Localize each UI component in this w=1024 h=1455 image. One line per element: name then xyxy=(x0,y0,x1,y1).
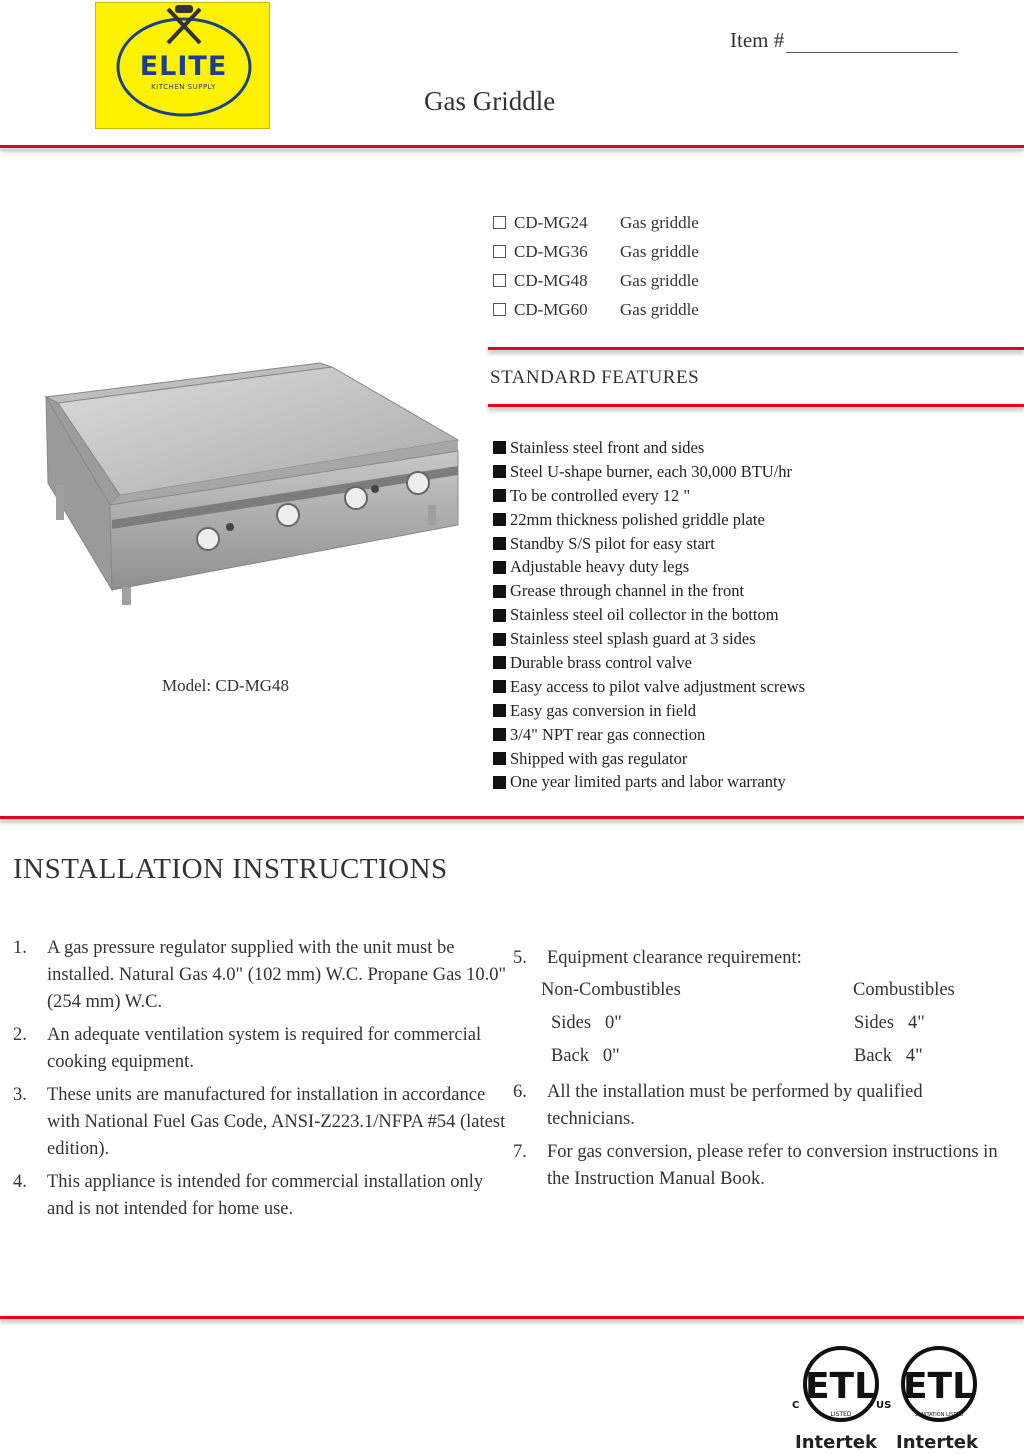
features-top-divider xyxy=(488,347,1024,350)
model-code: CD-MG48 xyxy=(514,270,588,290)
feature-text: Shipped with gas regulator xyxy=(510,748,688,768)
feature-list xyxy=(493,436,805,794)
step-text: A gas pressure regulator supplied with the unit must be installed. Natural Gas 4.0" (102 mm) W.C. Propane Gas 10.0" (254 mm) W.C. xyxy=(47,938,507,1012)
bullet-square-icon xyxy=(493,656,506,669)
step-number: 5. xyxy=(513,948,527,968)
bullet-square-icon xyxy=(493,585,506,598)
list-item xyxy=(493,579,805,603)
item-number-field xyxy=(730,28,958,53)
griddle-product-image xyxy=(40,355,465,615)
bullet-square-icon xyxy=(493,513,506,526)
installation-steps-right xyxy=(513,945,1013,1199)
checkbox-icon[interactable] xyxy=(493,245,506,258)
item-number-blank xyxy=(786,35,958,53)
list-item xyxy=(493,723,805,747)
c-sides-value: Sides 4" xyxy=(854,1013,925,1033)
etl-right-text: US xyxy=(876,1400,892,1411)
etl-sub-text: SANITATION LISTED xyxy=(914,1412,964,1418)
clearance-sides-row xyxy=(513,1007,1013,1040)
bullet-square-icon xyxy=(493,561,506,574)
list-item xyxy=(493,603,805,627)
page-title: Gas Griddle xyxy=(424,86,556,116)
feature-text: One year limited parts and labor warranty xyxy=(510,772,786,792)
etl-sub-text: LISTED xyxy=(830,1411,852,1418)
list-item xyxy=(493,508,805,532)
list-item xyxy=(493,699,805,723)
feature-text: Stainless steel splash guard at 3 sides xyxy=(510,629,756,649)
feature-text: 3/4" NPT rear gas connection xyxy=(510,724,706,744)
brand-subtitle: KITCHEN SUPPLY xyxy=(151,83,216,91)
list-item xyxy=(493,484,805,508)
bullet-square-icon xyxy=(493,465,506,478)
brand-logo xyxy=(95,2,270,129)
model-option[interactable] xyxy=(493,237,699,266)
bullet-square-icon xyxy=(493,633,506,646)
list-item xyxy=(13,935,508,1016)
bullet-square-icon xyxy=(493,489,506,502)
list-item xyxy=(493,627,805,651)
etl-sanitation-mark-icon xyxy=(898,1346,980,1428)
model-desc: Gas griddle xyxy=(620,299,699,319)
checkbox-icon[interactable] xyxy=(493,274,506,287)
combustibles-label: Combustibles xyxy=(853,980,955,1000)
feature-text: 22mm thickness polished griddle plate xyxy=(510,509,765,529)
nc-back-value: Back 0" xyxy=(551,1046,620,1066)
intertek-label: Intertek xyxy=(896,1432,978,1453)
list-item xyxy=(493,532,805,556)
list-item xyxy=(493,770,805,794)
etl-mark-text: ETL xyxy=(902,1366,976,1407)
feature-text: Stainless steel oil collector in the bottom xyxy=(510,605,779,625)
etl-mark-text: ETL xyxy=(804,1366,878,1407)
step-number: 6. xyxy=(513,1082,527,1102)
model-desc: Gas griddle xyxy=(620,212,699,232)
non-combustibles-label: Non-Combustibles xyxy=(541,980,681,1000)
list-item xyxy=(493,675,805,699)
list-item xyxy=(13,1082,508,1163)
feature-text: Standby S/S pilot for easy start xyxy=(510,533,715,553)
feature-text: Grease through channel in the front xyxy=(510,581,745,601)
model-desc: Gas griddle xyxy=(620,241,699,261)
list-item xyxy=(493,555,805,579)
list-item xyxy=(13,1022,508,1076)
bullet-square-icon xyxy=(493,441,506,454)
list-item xyxy=(493,747,805,771)
feature-text: To be controlled every 12 " xyxy=(510,485,691,505)
feature-text: Easy gas conversion in field xyxy=(510,700,697,720)
list-item xyxy=(13,1169,508,1223)
brand-name: ELITE xyxy=(139,51,228,82)
step-text: An adequate ventilation system is required for commercial cooking equipment. xyxy=(47,1025,482,1072)
checkbox-icon[interactable] xyxy=(493,303,506,316)
step-text: These units are manufactured for installation in accordance with National Fuel Gas Code, ANSI-Z223.1/NFPA #54 (latest edition). xyxy=(47,1085,506,1159)
header-divider xyxy=(0,145,1024,148)
model-code: CD-MG24 xyxy=(514,212,588,232)
step-number: 2. xyxy=(13,1025,27,1045)
etl-listed-mark-icon xyxy=(788,1346,894,1428)
step-text: Equipment clearance requirement: xyxy=(547,948,802,968)
bullet-square-icon xyxy=(493,728,506,741)
list-item xyxy=(513,1079,1013,1133)
clearance-back-row xyxy=(513,1040,1013,1073)
section-divider xyxy=(0,816,1024,819)
nc-sides-value: Sides 0" xyxy=(551,1013,622,1033)
bullet-square-icon xyxy=(493,609,506,622)
installation-title: INSTALLATION INSTRUCTIONS xyxy=(13,853,448,885)
step-number: 7. xyxy=(513,1142,527,1162)
standard-features-title: STANDARD FEATURES xyxy=(490,367,700,388)
list-item xyxy=(513,945,1013,972)
item-number-label: Item # xyxy=(730,28,785,52)
feature-text: Adjustable heavy duty legs xyxy=(510,557,690,577)
intertek-label: Intertek xyxy=(795,1432,877,1453)
features-bottom-divider xyxy=(488,404,1024,407)
model-option[interactable] xyxy=(493,295,699,324)
feature-text: Durable brass control valve xyxy=(510,652,692,672)
model-option[interactable] xyxy=(493,266,699,295)
step-number: 4. xyxy=(13,1172,27,1192)
step-text: All the installation must be performed by qualified technicians. xyxy=(547,1082,923,1129)
model-list xyxy=(493,208,699,324)
feature-text: Stainless steel front and sides xyxy=(510,437,705,457)
model-code: CD-MG60 xyxy=(514,299,588,319)
list-item xyxy=(493,651,805,675)
product-caption: Model: CD-MG48 xyxy=(162,676,290,695)
installation-steps-left xyxy=(13,935,508,1229)
step-number: 3. xyxy=(13,1085,27,1105)
list-item xyxy=(513,1139,1013,1193)
bullet-square-icon xyxy=(493,752,506,765)
step-text: For gas conversion, please refer to conversion instructions in the Instruction Manual Book. xyxy=(547,1142,998,1189)
bullet-square-icon xyxy=(493,537,506,550)
list-item xyxy=(493,436,805,460)
list-item xyxy=(493,460,805,484)
feature-text: Easy access to pilot valve adjustment screws xyxy=(510,676,806,696)
feature-text: Steel U-shape burner, each 30,000 BTU/hr xyxy=(510,461,793,481)
bullet-square-icon xyxy=(493,704,506,717)
footer-divider xyxy=(0,1316,1024,1319)
model-option[interactable] xyxy=(493,208,699,237)
etl-left-text: C xyxy=(792,1400,800,1411)
c-back-value: Back 4" xyxy=(854,1046,923,1066)
step-number: 1. xyxy=(13,938,27,958)
clearance-header-row xyxy=(513,974,1013,1007)
model-code: CD-MG36 xyxy=(514,241,588,261)
step-text: This appliance is intended for commercial installation only and is not intended for home use. xyxy=(47,1172,484,1219)
model-desc: Gas griddle xyxy=(620,270,699,290)
bullet-square-icon xyxy=(493,680,506,693)
checkbox-icon[interactable] xyxy=(493,216,506,229)
bullet-square-icon xyxy=(493,776,506,789)
